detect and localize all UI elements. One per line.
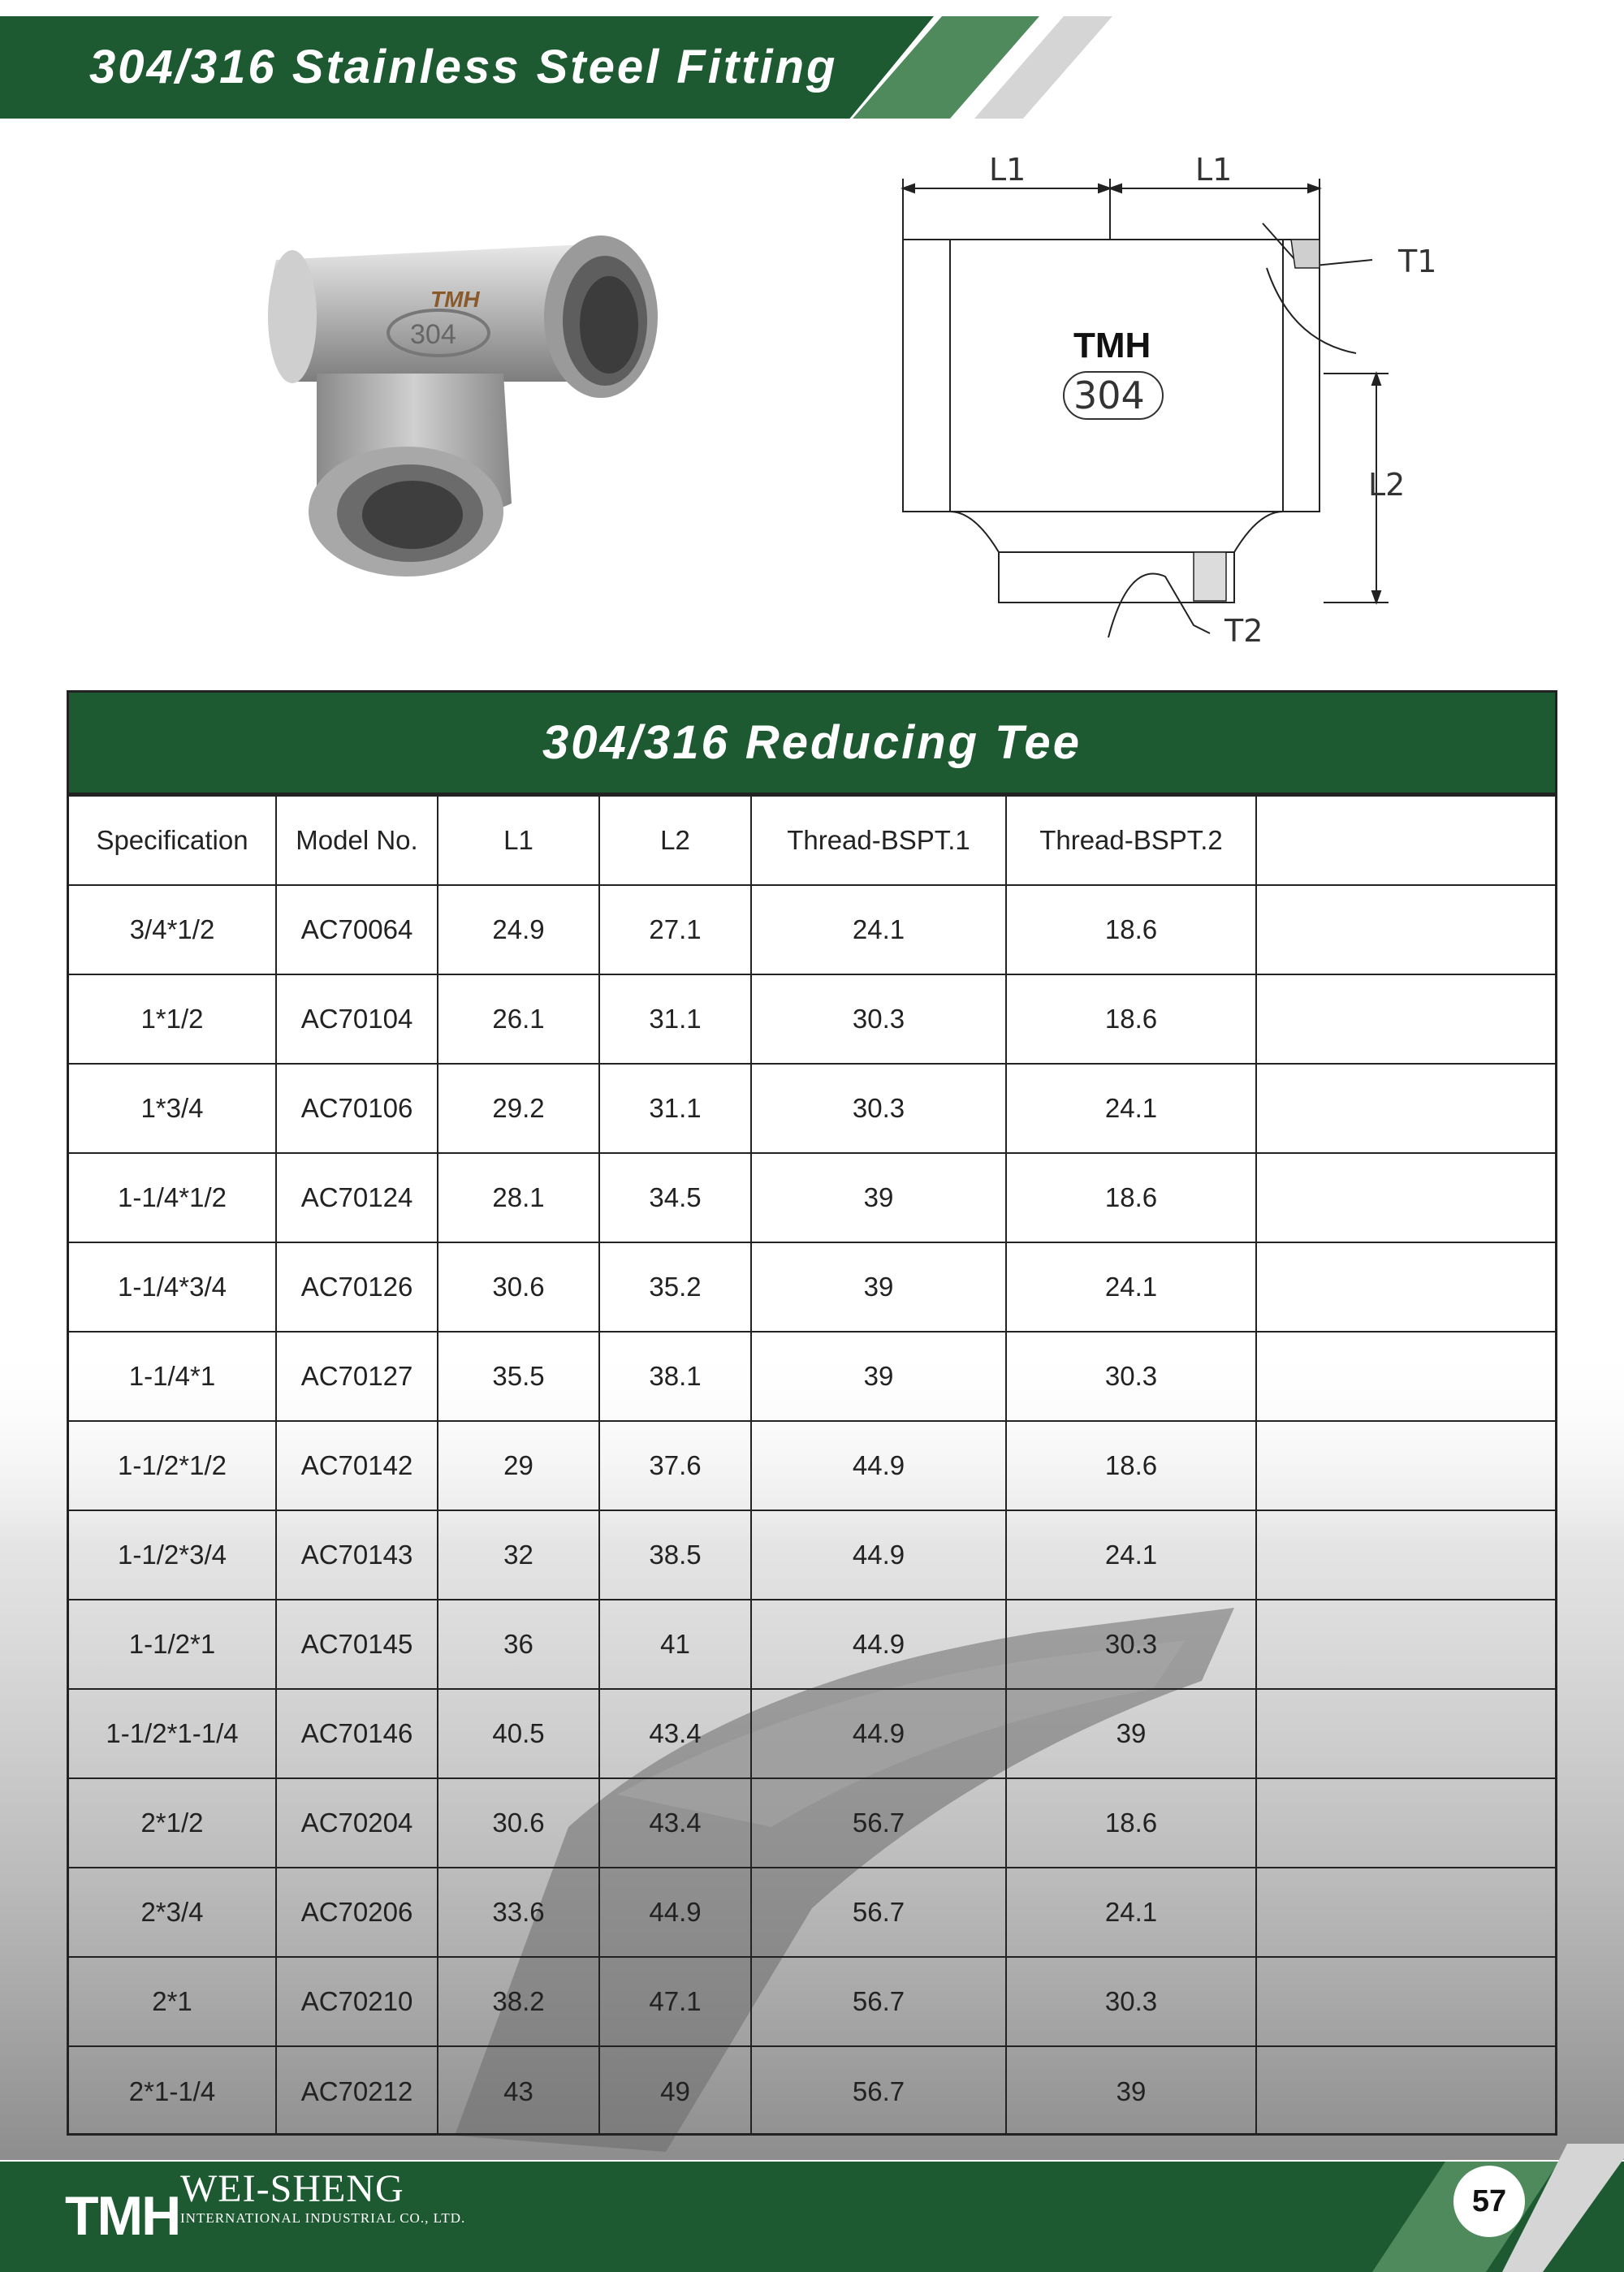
product-photo [244,211,666,601]
cell-specification: 1*1/2 [69,974,276,1064]
cell-l1: 30.6 [438,1778,599,1868]
cell-l2: 43.4 [599,1778,751,1868]
cell-empty [1256,1421,1555,1510]
header-stripes [844,16,1121,119]
cell-l2: 31.1 [599,1064,751,1153]
table-row [69,1421,1555,1510]
header-specification: Specification [69,796,276,885]
cell-thread-1: 44.9 [751,1689,1006,1778]
cell-thread-2: 24.1 [1006,1510,1256,1600]
cell-model-no: AC70143 [276,1510,438,1600]
table-row [69,1242,1555,1332]
header-empty [1256,796,1555,885]
cell-l1: 43 [438,2046,599,2136]
cell-l1: 33.6 [438,1868,599,1957]
cell-specification: 1-1/2*3/4 [69,1510,276,1600]
cell-l1: 26.1 [438,974,599,1064]
cell-thread-2: 30.3 [1006,1332,1256,1421]
cell-thread-1: 56.7 [751,1778,1006,1868]
cell-thread-2: 18.6 [1006,1421,1256,1510]
drawing-material-mark: 304 [1073,374,1145,417]
cell-l2: 47.1 [599,1957,751,2046]
cell-empty [1256,1868,1555,1957]
table-row [69,1600,1555,1689]
cell-specification: 2*1 [69,1957,276,2046]
header-l1: L1 [438,796,599,885]
cell-l2: 35.2 [599,1242,751,1332]
cell-thread-1: 44.9 [751,1600,1006,1689]
drawing-logo: TMH [1073,326,1151,365]
table-header-row [69,796,1555,885]
cell-thread-1: 39 [751,1332,1006,1421]
table-title: 304/316 Reducing Tee [69,693,1555,795]
cell-model-no: AC70124 [276,1153,438,1242]
cell-l1: 29 [438,1421,599,1510]
cell-empty [1256,974,1555,1064]
page-title: 304/316 Stainless Steel Fitting [89,41,838,93]
cell-model-no: AC70146 [276,1689,438,1778]
header-model-no: Model No. [276,796,438,885]
table-row [69,1510,1555,1600]
cell-model-no: AC70106 [276,1064,438,1153]
cell-l2: 38.5 [599,1510,751,1600]
cell-empty [1256,1778,1555,1868]
cell-model-no: AC70104 [276,974,438,1064]
cell-l1: 38.2 [438,1957,599,2046]
cell-l1: 36 [438,1600,599,1689]
dim-l1-left: L1 [989,152,1026,188]
cell-l1: 40.5 [438,1689,599,1778]
cell-specification: 1*3/4 [69,1064,276,1153]
cell-thread-2: 24.1 [1006,1242,1256,1332]
cell-thread-1: 44.9 [751,1421,1006,1510]
table-row [69,1689,1555,1778]
dim-t2: T2 [1224,613,1263,649]
cell-l1: 29.2 [438,1064,599,1153]
cell-thread-2: 18.6 [1006,974,1256,1064]
cell-l1: 30.6 [438,1242,599,1332]
cell-thread-2: 30.3 [1006,1957,1256,2046]
cell-empty [1256,2046,1555,2136]
cell-thread-2: 39 [1006,2046,1256,2136]
cell-l2: 41 [599,1600,751,1689]
cell-specification: 1-1/2*1/2 [69,1421,276,1510]
cell-thread-1: 56.7 [751,1957,1006,2046]
cell-specification: 2*3/4 [69,1868,276,1957]
cell-thread-1: 39 [751,1153,1006,1242]
cell-thread-2: 39 [1006,1689,1256,1778]
footer-company-name: WEI-SHENG [180,2167,404,2210]
spec-table [69,795,1555,2136]
cell-empty [1256,1153,1555,1242]
cell-l2: 44.9 [599,1868,751,1957]
cell-thread-1: 56.7 [751,1868,1006,1957]
cell-l2: 38.1 [599,1332,751,1421]
cell-empty [1256,1689,1555,1778]
cell-model-no: AC70145 [276,1600,438,1689]
cell-thread-2: 18.6 [1006,1153,1256,1242]
header-thread-bspt-2: Thread-BSPT.2 [1006,796,1256,885]
cell-model-no: AC70212 [276,2046,438,2136]
cell-empty [1256,1242,1555,1332]
table-row [69,974,1555,1064]
cell-model-no: AC70142 [276,1421,438,1510]
cell-thread-1: 56.7 [751,2046,1006,2136]
cell-specification: 3/4*1/2 [69,885,276,974]
table-row [69,1778,1555,1868]
reducing-tee-table [67,690,1557,2136]
dim-t1: T1 [1398,244,1437,279]
footer-company-subtitle: INTERNATIONAL INDUSTRIAL CO., LTD. [180,2210,466,2226]
cell-empty [1256,1600,1555,1689]
cell-model-no: AC70206 [276,1868,438,1957]
cell-empty [1256,1332,1555,1421]
dim-l1-right: L1 [1195,152,1233,188]
cell-l1: 28.1 [438,1153,599,1242]
cell-l2: 27.1 [599,885,751,974]
cell-l2: 49 [599,2046,751,2136]
cell-model-no: AC70204 [276,1778,438,1868]
cell-specification: 2*1-1/4 [69,2046,276,2136]
cell-l2: 37.6 [599,1421,751,1510]
cell-l2: 31.1 [599,974,751,1064]
cell-specification: 1-1/4*1 [69,1332,276,1421]
cell-thread-2: 18.6 [1006,885,1256,974]
cell-model-no: AC70210 [276,1957,438,2046]
table-row [69,885,1555,974]
cell-thread-2: 24.1 [1006,1064,1256,1153]
photo-logo: TMH [430,287,480,312]
cell-empty [1256,1957,1555,2046]
cell-l2: 34.5 [599,1153,751,1242]
cell-empty [1256,885,1555,974]
table-row [69,1957,1555,2046]
header-thread-bspt-1: Thread-BSPT.1 [751,796,1006,885]
cell-model-no: AC70127 [276,1332,438,1421]
cell-thread-1: 39 [751,1242,1006,1332]
table-row [69,1868,1555,1957]
cell-thread-1: 44.9 [751,1510,1006,1600]
cell-specification: 2*1/2 [69,1778,276,1868]
cell-thread-2: 18.6 [1006,1778,1256,1868]
cell-l1: 32 [438,1510,599,1600]
cell-specification: 1-1/2*1 [69,1600,276,1689]
svg-text:TMH: TMH [65,2185,180,2247]
table-row [69,2046,1555,2136]
cell-empty [1256,1064,1555,1153]
footer-logo [65,2176,180,2249]
cell-thread-2: 30.3 [1006,1600,1256,1689]
cell-thread-1: 30.3 [751,1064,1006,1153]
cell-specification: 1-1/4*3/4 [69,1242,276,1332]
cell-specification: 1-1/4*1/2 [69,1153,276,1242]
cell-model-no: AC70064 [276,885,438,974]
technical-drawing [885,146,1470,666]
photo-material-mark: 304 [410,319,456,350]
cell-thread-1: 30.3 [751,974,1006,1064]
table-row [69,1332,1555,1421]
cell-thread-2: 24.1 [1006,1868,1256,1957]
cell-thread-1: 24.1 [751,885,1006,974]
header-l2: L2 [599,796,751,885]
cell-l2: 43.4 [599,1689,751,1778]
cell-l1: 35.5 [438,1332,599,1421]
cell-specification: 1-1/2*1-1/4 [69,1689,276,1778]
cell-l1: 24.9 [438,885,599,974]
dim-l2: L2 [1368,467,1406,503]
cell-empty [1256,1510,1555,1600]
table-row [69,1064,1555,1153]
page-number: 57 [1453,2166,1525,2237]
table-row [69,1153,1555,1242]
cell-model-no: AC70126 [276,1242,438,1332]
